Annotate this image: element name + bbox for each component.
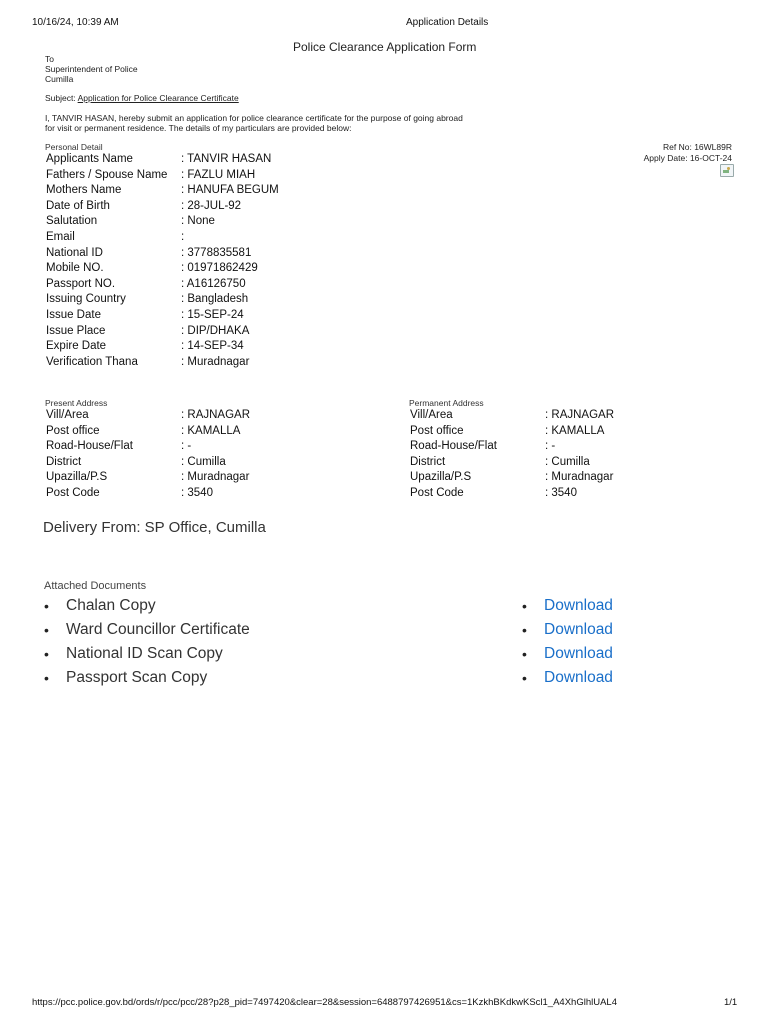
addressee-to: To [45, 54, 54, 64]
detail-value: : TANVIR HASAN [181, 153, 272, 165]
detail-label: Post office [410, 424, 464, 437]
ref-no: Ref No: 16WL89R [663, 142, 732, 152]
detail-value: : 14-SEP-34 [181, 340, 244, 353]
detail-value: : Bangladesh [181, 293, 249, 306]
detail-value: : RAJNAGAR [545, 409, 615, 421]
detail-value: : 28-JUL-92 [181, 199, 242, 212]
detail-value: : - [545, 440, 556, 453]
detail-label: Post Code [410, 487, 464, 499]
bullet-icon: • [522, 646, 527, 662]
bullet-icon: • [522, 670, 527, 686]
detail-value: : KAMALLA [181, 424, 241, 437]
apply-date: Apply Date: 16-OCT-24 [643, 153, 732, 163]
download-link[interactable]: Download [544, 597, 613, 614]
detail-value: : 3778835581 [181, 246, 252, 259]
detail-value: : Muradnagar [181, 355, 250, 368]
download-link[interactable]: Download [544, 645, 613, 662]
bullet-icon: • [44, 622, 49, 638]
detail-label: Post office [46, 424, 100, 437]
detail-label: Issuing Country [46, 293, 126, 306]
download-link[interactable]: Download [544, 669, 613, 686]
detail-label: District [410, 455, 446, 468]
bullet-icon: • [522, 622, 527, 638]
subject-line [45, 93, 239, 103]
print-page-count: 1/1 [724, 997, 738, 1008]
personal-detail-label: Personal Detail [45, 142, 103, 152]
detail-value: : DIP/DHAKA [181, 324, 250, 337]
document-item [44, 666, 250, 690]
attached-documents-label: Attached Documents [44, 580, 147, 592]
bullet-icon: • [522, 598, 527, 614]
download-item [522, 594, 613, 618]
detail-value: : HANUFA BEGUM [181, 184, 279, 197]
detail-value: : Cumilla [181, 455, 226, 468]
document-name: Ward Councillor Certificate [66, 621, 250, 638]
document-item [44, 594, 250, 618]
document-name: National ID Scan Copy [66, 645, 223, 662]
detail-value: : Muradnagar [181, 471, 250, 484]
document-item [44, 618, 250, 642]
bullet-icon: • [44, 598, 49, 614]
detail-value: : A16126750 [181, 277, 246, 290]
detail-label: Expire Date [46, 340, 107, 353]
detail-value: : - [181, 440, 192, 453]
detail-label: Mobile NO. [46, 262, 104, 275]
detail-label: Email [46, 231, 75, 243]
print-footer-url: https://pcc.police.gov.bd/ords/r/pcc/pcc/28?p28_pid=7497420&clear=28&session=6488797426951&cs=1KzkhBKdkwKScl1_A4XhGlhlUAL4 [32, 997, 617, 1008]
detail-label: Road-House/Flat [46, 440, 133, 453]
subject-text: Application for Police Clearance Certificate [77, 93, 239, 103]
detail-label: Upazilla/P.S [410, 471, 472, 484]
detail-value: : 15-SEP-24 [181, 309, 244, 321]
detail-value: : FAZLU MIAH [181, 168, 256, 181]
download-item [522, 642, 613, 666]
document-item [44, 642, 250, 666]
download-links-list [522, 594, 613, 690]
detail-label: Passport NO. [46, 277, 116, 290]
detail-value: : 3540 [545, 487, 577, 499]
bullet-icon: • [44, 670, 49, 686]
detail-label: National ID [46, 246, 103, 259]
form-title: Police Clearance Application Form [293, 40, 477, 54]
download-item [522, 666, 613, 690]
download-link[interactable]: Download [544, 621, 613, 638]
delivery-from: Delivery From: SP Office, Cumilla [43, 519, 266, 536]
download-item [522, 618, 613, 642]
detail-value: : RAJNAGAR [181, 409, 251, 421]
bullet-icon: • [44, 646, 49, 662]
detail-label: Salutation [46, 215, 98, 228]
print-datetime: 10/16/24, 10:39 AM [32, 17, 119, 28]
detail-value: : [181, 231, 185, 243]
detail-label: Vill/Area [46, 409, 89, 421]
document-name: Passport Scan Copy [66, 669, 208, 686]
attached-documents-list [44, 594, 250, 690]
detail-value: : Cumilla [545, 455, 590, 468]
subject-label: Subject: [45, 93, 76, 103]
detail-label: Fathers / Spouse Name [46, 168, 168, 181]
detail-value: : Muradnagar [545, 471, 614, 484]
addressee-designation: Superintendent of Police [45, 64, 138, 74]
detail-value: : 3540 [181, 487, 213, 499]
detail-value: : KAMALLA [545, 424, 605, 437]
intro-line-2: for visit or permanent residence. The details of my particulars are provided below: [45, 123, 352, 133]
present-address-label: Present Address [45, 398, 108, 408]
addressee-office: Cumilla [45, 74, 74, 84]
detail-label: Road-House/Flat [410, 440, 497, 453]
detail-value: : None [181, 215, 215, 228]
detail-label: Issue Place [46, 324, 106, 337]
broken-image-icon [720, 164, 734, 177]
document-name: Chalan Copy [66, 597, 156, 614]
detail-label: District [46, 455, 82, 468]
permanent-address-label: Permanent Address [409, 398, 484, 408]
detail-label: Date of Birth [46, 199, 110, 212]
detail-label: Post Code [46, 487, 100, 499]
detail-label: Vill/Area [410, 409, 453, 421]
detail-value: : 01971862429 [181, 262, 258, 275]
detail-label: Verification Thana [46, 355, 138, 368]
detail-label: Mothers Name [46, 184, 122, 197]
detail-label: Applicants Name [46, 153, 133, 165]
detail-label: Issue Date [46, 309, 101, 321]
print-page-title: Application Details [406, 17, 489, 28]
intro-line-1: I, TANVIR HASAN, hereby submit an application for police clearance certificate for the purpose of going abroad [45, 113, 463, 123]
detail-label: Upazilla/P.S [46, 471, 108, 484]
